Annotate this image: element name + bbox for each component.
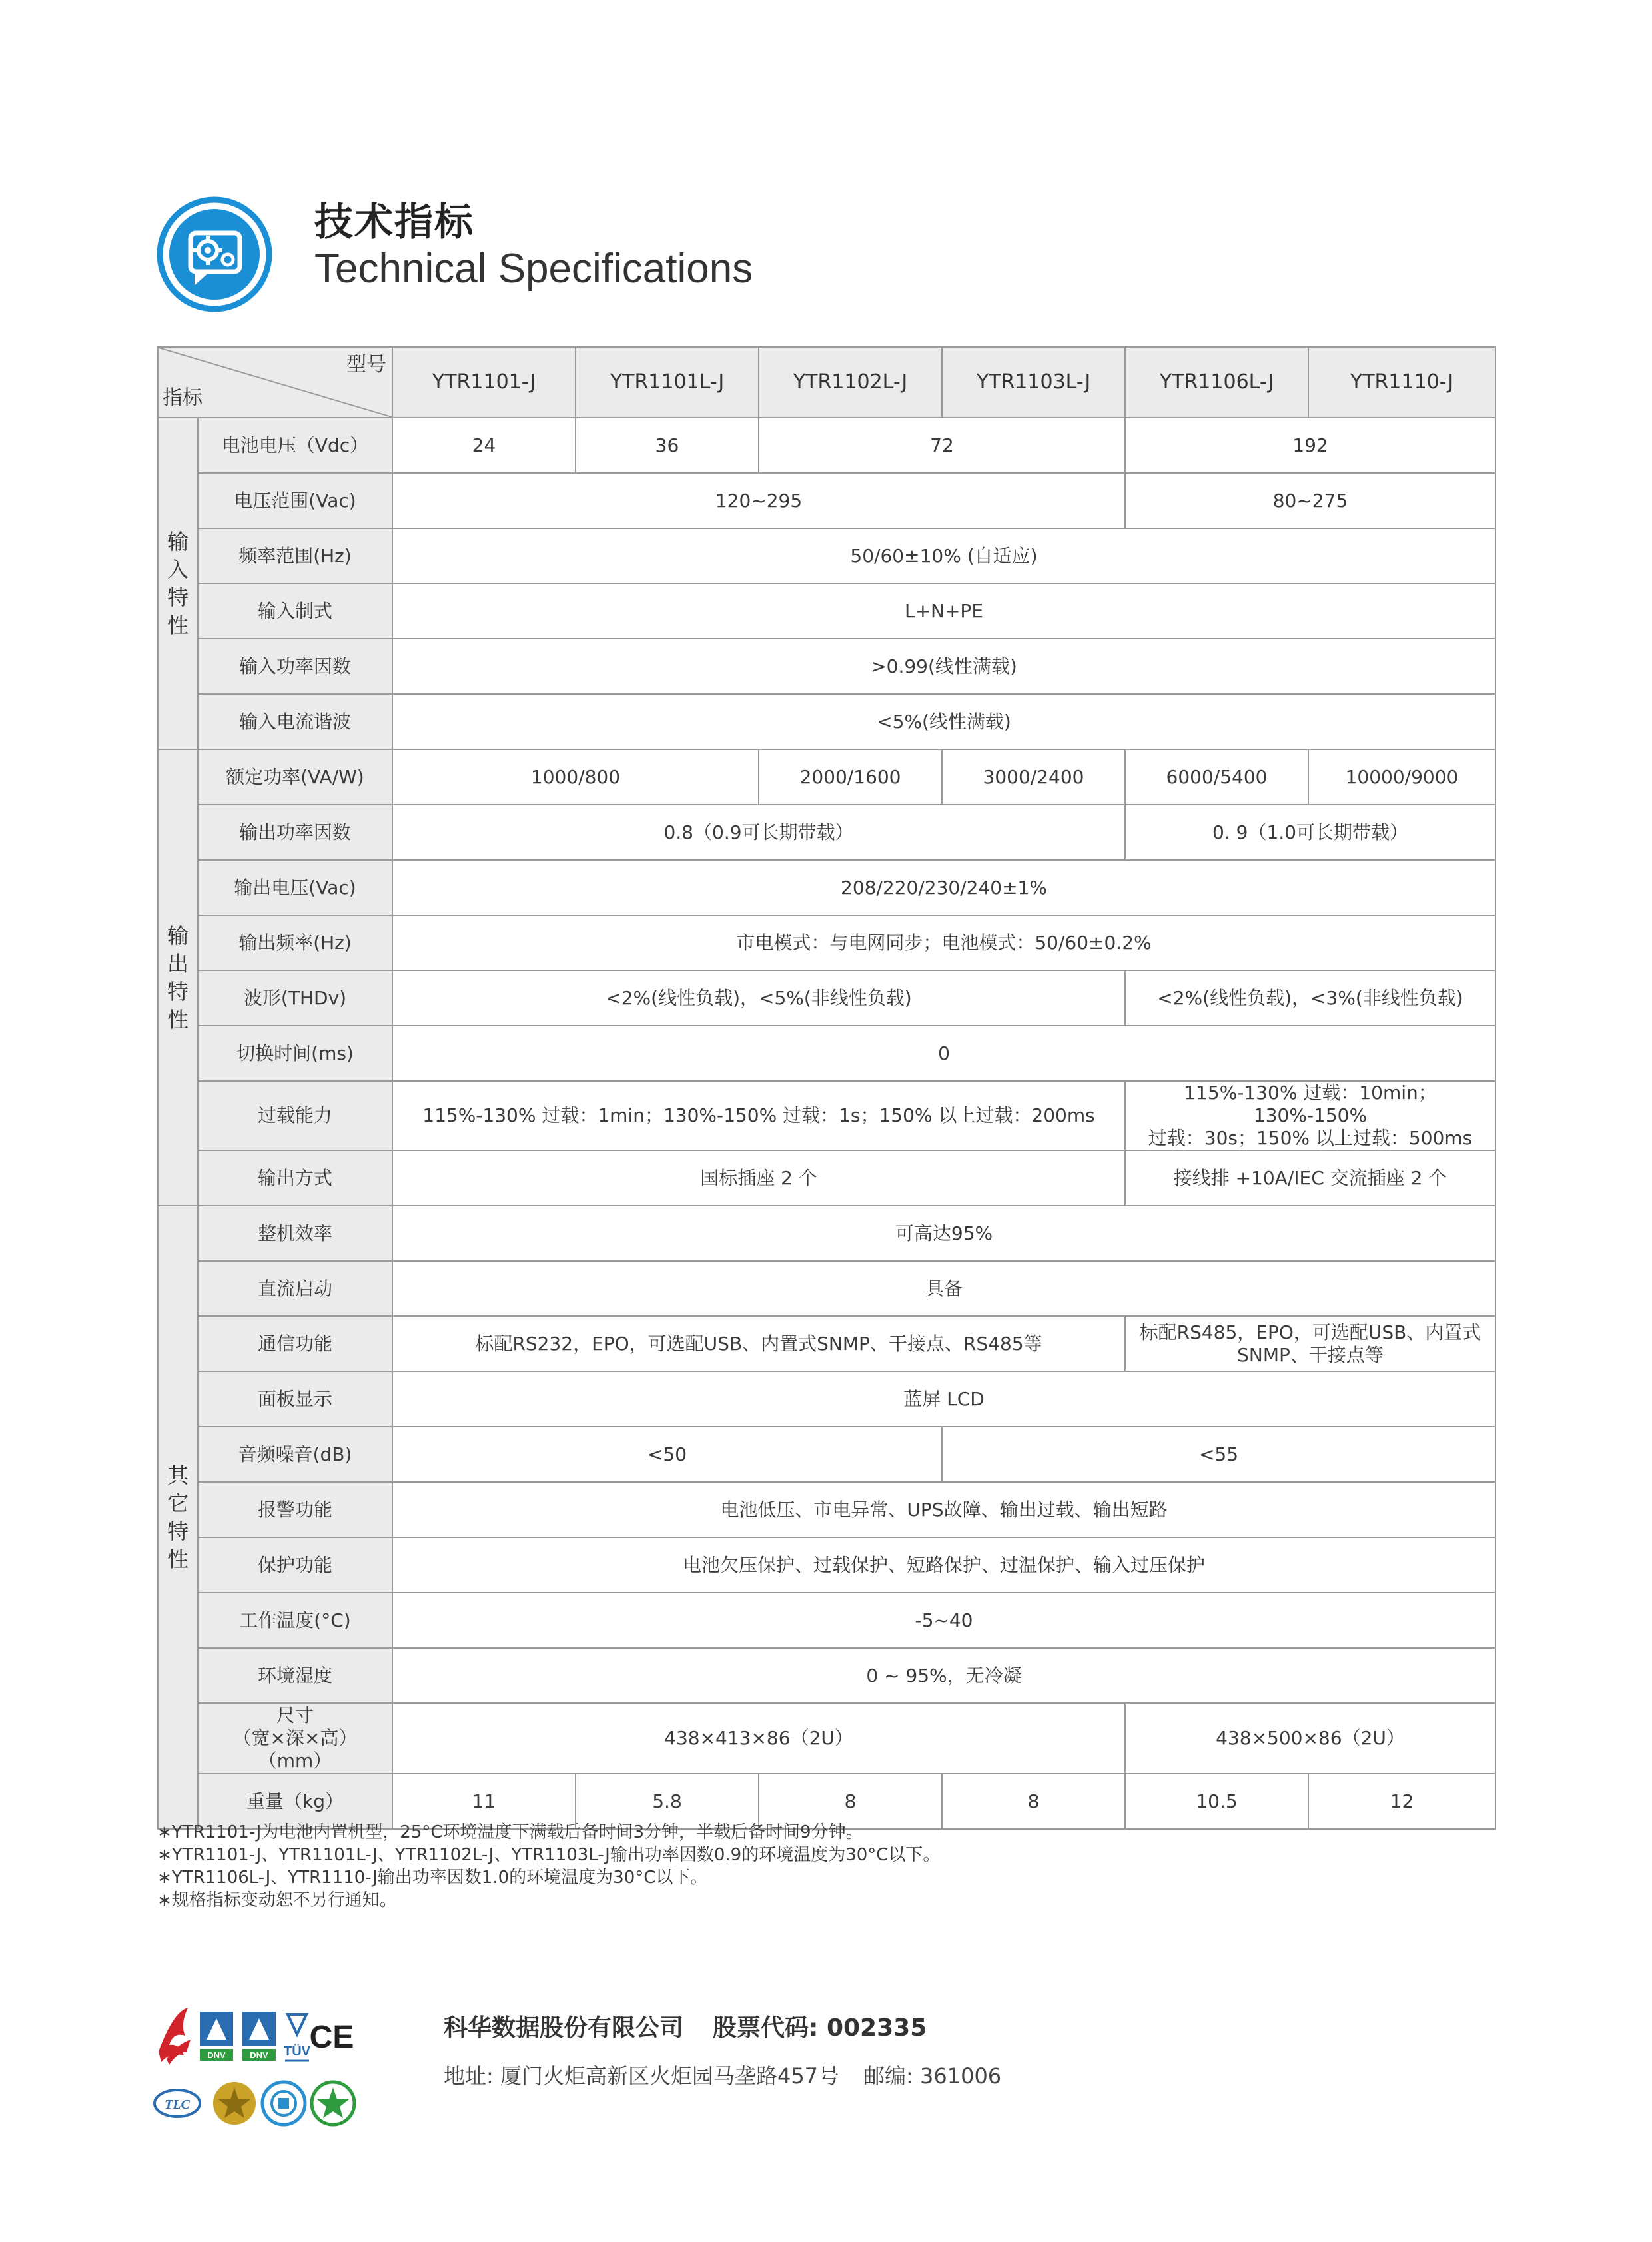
cell: 120~295: [392, 473, 1125, 528]
row-label: 输出方式: [198, 1150, 392, 1206]
group-label-char: 特: [167, 585, 189, 610]
model-header: YTR1110-J: [1308, 347, 1495, 418]
table-row: [158, 694, 1495, 749]
table-row: [158, 915, 1495, 970]
table-row: [158, 1537, 1495, 1593]
group-label-char: 特: [167, 978, 189, 1004]
spec-table: [157, 346, 1496, 1830]
cell-line: SNMP、干接点等: [1237, 1343, 1384, 1366]
cell: 1000/800: [392, 749, 759, 805]
row-label: 输出频率(Hz): [198, 915, 392, 970]
tlc-text: TLC: [165, 2097, 190, 2112]
cell: 50/60±10% (自适应): [392, 528, 1495, 583]
cell: 10.5: [1125, 1774, 1308, 1829]
ce-mark-icon: CE: [309, 2020, 354, 2055]
row-label: 电压范围(Vac): [198, 473, 392, 528]
group-label-char: 性: [167, 1547, 189, 1572]
table-header-row: [158, 347, 1495, 418]
cell: 市电模式：与电网同步；电池模式：50/60±0.2%: [392, 915, 1495, 970]
address-line: [444, 2059, 1025, 2090]
cell: 192: [1125, 418, 1495, 473]
dnv-text: DNV: [250, 2050, 268, 2060]
row-label: 输入制式: [198, 583, 392, 639]
cell-line: 115%-130% 过载：10min；130%-150%: [1184, 1082, 1437, 1126]
footnotes: [157, 1821, 940, 1912]
dnv-logo-1: [200, 2012, 233, 2061]
row-label: 面板显示: [198, 1371, 392, 1427]
table-row: [158, 418, 1495, 473]
cell: 6000/5400: [1125, 749, 1308, 805]
group-label-char: 输: [167, 923, 189, 948]
row-label: 输入功率因数: [198, 639, 392, 694]
cell: 80~275: [1125, 473, 1495, 528]
cell: 2000/1600: [759, 749, 942, 805]
row-label: 输出电压(Vac): [198, 860, 392, 915]
group-label-char: 特: [167, 1519, 189, 1544]
cell: <55: [942, 1427, 1495, 1482]
stock-code: 股票代码: 002335: [713, 2014, 927, 2042]
table-row: [158, 1593, 1495, 1648]
table-row: [158, 1026, 1495, 1081]
cell: -5~40: [392, 1593, 1495, 1648]
cell: L+N+PE: [392, 583, 1495, 639]
cell: 电池低压、市电异常、UPS故障、输出过载、输出短路: [392, 1482, 1495, 1537]
row-label: 额定功率(VA/W): [198, 749, 392, 805]
row-label: 波形(THDv): [198, 970, 392, 1026]
company-name: 科华数据股份有限公司: [444, 2014, 684, 2042]
cell: 208/220/230/240±1%: [392, 860, 1495, 915]
cell: 可高达95%: [392, 1206, 1495, 1261]
cell: 12: [1308, 1774, 1495, 1829]
row-label: 音频噪音(dB): [198, 1427, 392, 1482]
table-row: [158, 1316, 1495, 1371]
group-output-label: [159, 922, 197, 1034]
corner-cell: [158, 347, 392, 418]
table-row: [158, 1081, 1495, 1150]
cell: <2%(线性负载)，<5%(非线性负载): [392, 970, 1125, 1026]
china-quality-logo: [159, 2008, 191, 2065]
group-label-char: 出: [167, 950, 189, 976]
row-label: 环境湿度: [198, 1648, 392, 1703]
row-label: 直流启动: [198, 1261, 392, 1316]
group-input-label: [159, 528, 197, 639]
cell: <2%(线性负载)，<3%(非线性负载): [1125, 970, 1495, 1026]
cell-line: 过载：30s；150% 以上过载：500ms: [1148, 1127, 1473, 1149]
group-other-label: [159, 1461, 197, 1573]
cell: 0.8（0.9可长期带载）: [392, 805, 1125, 860]
footnote: ∗YTR1101-J、YTR1101L-J、YTR1102L-J、YTR1103L-J输出功率因数0.9的环境温度为30°C以下。: [157, 1845, 941, 1865]
group-label-char: 入: [167, 557, 189, 582]
table-row: [158, 1482, 1495, 1537]
cell: 接线排 +10A/IEC 交流插座 2 个: [1125, 1150, 1495, 1206]
group-other: [158, 1206, 198, 1829]
page-title-cn: 技术指标: [314, 199, 475, 244]
cell: 36: [576, 418, 759, 473]
footnote: ∗YTR1101-J为电池内置机型，25°C环境温度下满载后备时间3分钟，半载后备时间9分钟。: [157, 1822, 863, 1842]
tlc-logo: [155, 2090, 200, 2117]
table-row: [158, 473, 1495, 528]
table-row: [158, 860, 1495, 915]
cell: 5.8: [576, 1774, 759, 1829]
cell: 0: [392, 1026, 1495, 1081]
gold-star-badge-icon: [213, 2082, 256, 2125]
table-row: [158, 1150, 1495, 1206]
cell: 3000/2400: [942, 749, 1125, 805]
footnote: ∗规格指标变动恕不另行通知。: [157, 1890, 397, 1910]
group-label-char: 性: [167, 1006, 189, 1032]
table-row: [158, 639, 1495, 694]
cell: 8: [759, 1774, 942, 1829]
row-label-line: （mm）: [258, 1750, 332, 1772]
row-label: [198, 1703, 392, 1774]
tuv-logo: [284, 2014, 311, 2061]
dnv-text: DNV: [207, 2050, 226, 2060]
cell: 8: [942, 1774, 1125, 1829]
table-row: [158, 1371, 1495, 1427]
row-label: 频率范围(Hz): [198, 528, 392, 583]
row-label: 重量（kg）: [198, 1774, 392, 1829]
model-header: YTR1101L-J: [576, 347, 759, 418]
company-line: [444, 2009, 956, 2043]
row-label: 通信功能: [198, 1316, 392, 1371]
model-header: YTR1103L-J: [942, 347, 1125, 418]
cell: [1125, 1081, 1495, 1150]
cell: 438×500×86（2U）: [1125, 1703, 1495, 1774]
row-label: 过载能力: [198, 1081, 392, 1150]
gear-screen-icon: [155, 194, 274, 314]
tuv-text: TÜV: [284, 2044, 310, 2059]
dnv-logo-2: [242, 2012, 276, 2061]
table-row: [158, 583, 1495, 639]
table-row: [158, 1206, 1495, 1261]
cell: 115%-130% 过载：1min；130%-150% 过载：1s；150% 以上过载：200ms: [392, 1081, 1125, 1150]
table-row: [158, 1261, 1495, 1316]
address-text: 地址: 厦门火炬高新区火炬园马垄路457号: [444, 2063, 840, 2089]
cell: 11: [392, 1774, 576, 1829]
cell: 电池欠压保护、过载保护、短路保护、过温保护、输入过压保护: [392, 1537, 1495, 1593]
model-header: YTR1102L-J: [759, 347, 942, 418]
cell: 0 ~ 95%，无冷凝: [392, 1648, 1495, 1703]
blue-seal-badge-icon: [262, 2082, 305, 2125]
footnote: ∗YTR1106L-J、YTR1110-J输出功率因数1.0的环境温度为30°C以下。: [157, 1868, 708, 1888]
cell: 国标插座 2 个: [392, 1150, 1125, 1206]
corner-model-label: 型号: [346, 353, 386, 376]
row-label: 切换时间(ms): [198, 1026, 392, 1081]
group-label-char: 性: [167, 613, 189, 638]
cell: 标配RS232，EPO，可选配USB、内置式SNMP、干接点、RS485等: [392, 1316, 1125, 1371]
row-label: 输入电流谐波: [198, 694, 392, 749]
cell: 蓝屏 LCD: [392, 1371, 1495, 1427]
model-header: YTR1106L-J: [1125, 347, 1308, 418]
cell: 438×413×86（2U）: [392, 1703, 1125, 1774]
table-row: [158, 528, 1495, 583]
row-label-line: 尺寸: [276, 1704, 314, 1726]
row-label: 工作温度(°C): [198, 1593, 392, 1648]
table-row: [158, 970, 1495, 1026]
cell: 24: [392, 418, 576, 473]
cell: >0.99(线性满载): [392, 639, 1495, 694]
row-label: 报警功能: [198, 1482, 392, 1537]
group-label-char: 其: [167, 1463, 189, 1488]
cell: 10000/9000: [1308, 749, 1495, 805]
row-label-line: （宽×深×高）: [232, 1727, 358, 1749]
page-title-en: Technical Specifications: [314, 246, 753, 292]
cell: [1125, 1316, 1495, 1371]
cell: 0. 9（1.0可长期带载）: [1125, 805, 1495, 860]
row-label: 整机效率: [198, 1206, 392, 1261]
table-row: [158, 1427, 1495, 1482]
cell: <50: [392, 1427, 942, 1482]
table-row: [158, 1648, 1495, 1703]
cell-line: 标配RS485，EPO，可选配USB、内置式: [1139, 1321, 1481, 1343]
green-seal-badge-icon: [312, 2082, 354, 2125]
certification-logos: [153, 2005, 433, 2131]
cell: 72: [759, 418, 1125, 473]
row-label: 保护功能: [198, 1537, 392, 1593]
postcode-text: 邮编: 361006: [863, 2063, 1002, 2089]
group-input: [158, 418, 198, 749]
corner-index-label: 指标: [163, 386, 203, 410]
model-header: YTR1101-J: [392, 347, 576, 418]
group-label-char: 它: [167, 1491, 189, 1516]
table-row: [158, 1703, 1495, 1774]
table-row: [158, 749, 1495, 805]
row-label: 输出功率因数: [198, 805, 392, 860]
table-row: [158, 805, 1495, 860]
row-label: 电池电压（Vdc）: [198, 418, 392, 473]
group-output: [158, 749, 198, 1206]
cell: 具备: [392, 1261, 1495, 1316]
group-label-char: 输: [167, 529, 189, 554]
cell: <5%(线性满载): [392, 694, 1495, 749]
